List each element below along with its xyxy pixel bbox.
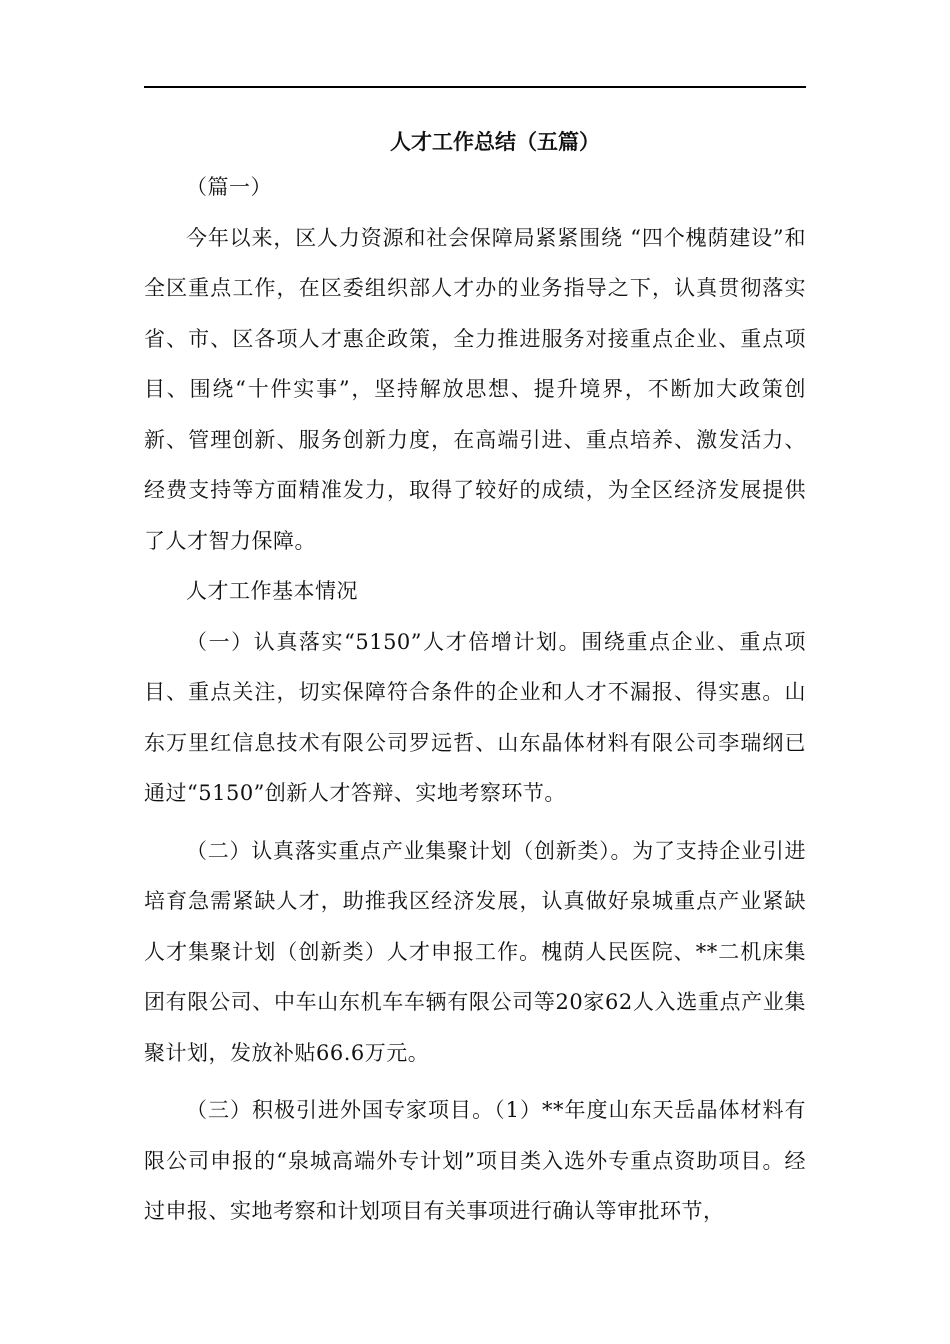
- section-heading: 人才工作基本情况: [186, 579, 358, 603]
- item-2-paragraph: （二）认真落实重点产业集聚计划（创新类）。为了支持企业引进培育急需紧缺人才，助推我区经济发展，认真做好泉城重点产业紧缺人才集聚计划（创新类）人才申报工作。槐荫人民医院、**二机床集团有限公司、中车山东机车车辆有限公司等20家62人入选重点产业集聚计划，发放补贴66.6万元。: [144, 838, 806, 1065]
- document-title: 人才工作总结（五篇）: [390, 129, 600, 154]
- part-label: （篇一）: [186, 175, 272, 199]
- document-body: [144, 122, 806, 1237]
- intro-paragraph: 今年以来，区人力资源和社会保障局紧紧围绕 “四个槐荫建设”和全区重点工作，在区委组织部人才办的业务指导之下，认真贯彻落实省、市、区各项人才惠企政策，全力推进服务对接重点企业、重点项目、围绕“十件实事”，坚持解放思想、提升境界，不断加大政策创新、管理创新、服务创新力度，在高端引进、重点培养、激发活力、经费支持等方面精准发力，取得了较好的成绩，为全区经济发展提供了人才智力保障。: [144, 225, 806, 553]
- header-rule: [144, 86, 806, 88]
- item-1-paragraph: （一）认真落实“5150”人才倍增计划。围绕重点企业、重点项目、重点关注，切实保障符合条件的企业和人才不漏报、得实惠。山东万里红信息技术有限公司罗远哲、山东晶体材料有限公司李瑞纲已通过“5150”创新人才答辩、实地考察环节。: [144, 629, 806, 805]
- item-3-paragraph: （三）积极引进外国专家项目。（1）**年度山东天岳晶体材料有限公司申报的“泉城高端外专计划”项目类入选外专重点资助项目。经过申报、实地考察和计划项目有关事项进行确认等审批环节，: [144, 1098, 806, 1223]
